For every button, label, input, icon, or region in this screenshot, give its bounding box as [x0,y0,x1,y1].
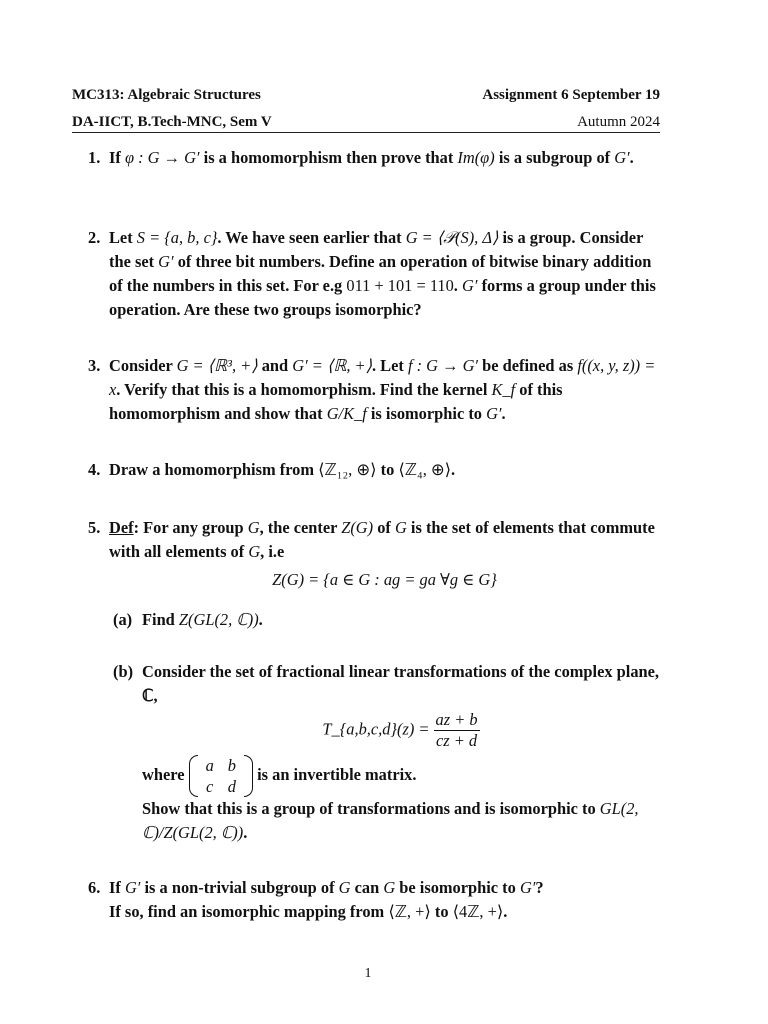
matrix-entry: a [205,756,214,775]
question-4 [88,458,660,482]
question-text: , i.e [260,542,285,561]
subquestion-label: (b) [113,662,134,681]
math-expression: G′ [158,252,174,271]
question-text: Find [142,610,175,629]
math-expression: G′ [519,878,536,897]
question-5 [88,516,660,592]
question-text: of [377,518,391,537]
question-text: If so, find an isomorphic mapping from [109,902,385,921]
question-text: where [142,764,185,784]
question-text: . [501,404,506,423]
question-text: Show that this is a group of transformations and is isomorphic to [142,799,596,818]
question-text: . [258,610,263,629]
question-text: . [453,276,458,295]
question-text: Draw a homomorphism from [109,460,315,479]
question-text: . Verify that this is a homomorphism. Find the kernel [116,380,488,399]
math-expression: G [394,518,407,537]
math-expression: ⟨ℤ, +⟩ [388,902,431,921]
question-6 [88,876,660,924]
question-5a [113,608,660,632]
math-expression: G′ [124,878,141,897]
question-text: , the center [259,518,338,537]
math-expression: G′ [462,276,478,295]
assignment-title: Assignment 6 September 19 [482,87,660,103]
question-text: and [261,356,289,375]
question-number: 5. [88,518,101,537]
question-text: forms a group under this operation. Are these two groups isomorphic? [109,276,656,319]
math-expression: G′ = ⟨ℝ, +⟩ [292,356,372,375]
question-text: . Let [371,356,404,375]
page-number: 1 [364,966,372,981]
matrix-entry: d [227,777,236,796]
question-text: is a subgroup of [498,148,611,167]
matrix-entry: b [227,756,236,775]
header-row-2 [72,114,660,131]
math-expression: ⟨ℤ₁₂, ⊕⟩ [318,460,377,479]
question-text: is the set of elements that commute with all elements of [109,518,655,561]
question-text: . [243,823,248,842]
matrix-entry: c [206,777,214,796]
math-expression: G′ [614,148,630,167]
question-number: 4. [88,460,101,479]
question-text: is a non-trivial subgroup of [144,878,335,897]
question-text: . [503,902,508,921]
question-text: . [629,148,634,167]
math-expression: G = ⟨𝒫(S), Δ⟩ [405,228,499,247]
question-5b [113,660,660,845]
question-text: Let [109,228,133,247]
subquestion-label: (a) [113,610,133,629]
math-expression: G = ⟨ℝ³, +⟩ [176,356,258,375]
question-text: : For any group [133,518,244,537]
math-expression: G [338,878,351,897]
question-number: 6. [88,878,101,897]
question-text: Consider [109,356,173,375]
transformation-equation [142,710,660,751]
matrix [189,755,253,797]
question-number: 2. [88,228,101,247]
math-expression: T_{a,b,c,d}(z) = [322,719,430,739]
math-expression: G [383,878,396,897]
question-text: ? [535,878,544,897]
math-expression: Z(GL(2, ℂ)) [178,610,259,629]
question-3 [88,354,660,426]
math-expression: G′ [486,404,502,423]
fraction [434,710,480,751]
question-text: If [109,148,121,167]
question-text: of three bit numbers. Define an operation of bitwise binary addition of the numbers in this set. For e.g [109,252,652,295]
math-expression: Im(φ) [457,148,495,167]
question-text: Consider the set of fractional linear transformations of the complex plane, ℂ, [142,662,660,705]
math-expression: S = {a, b, c} [136,228,218,247]
math-expression: Z(G) [341,518,374,537]
math-expression: G/K_f [326,404,367,423]
course-title: MC313: Algebraic Structures [72,87,261,103]
math-expression: 011 + 101 = 110 [346,276,454,295]
math-expression: ⟨4ℤ, +⟩ [452,902,504,921]
question-text: is a homomorphism then prove that [203,148,454,167]
question-2 [88,226,660,322]
math-expression: G [248,542,261,561]
question-number: 1. [88,148,101,167]
math-expression: GL(2, ℂ)/Z(GL(2, ℂ)) [142,799,639,842]
math-expression: ⟨ℤ₄, ⊕⟩ [398,460,452,479]
header-divider [72,132,660,133]
math-expression: K_f [491,380,516,399]
question-text: be isomorphic to [399,878,516,897]
math-expression: f : G → G′ [407,356,479,375]
question-number: 3. [88,356,101,375]
definition-label: Def [109,518,134,537]
question-text: is an invertible matrix. [257,764,417,784]
fraction-numerator: az + b [435,710,478,729]
question-text: . We have seen earlier that [217,228,402,247]
fraction-denominator: cz + d [436,731,478,750]
header-row-1 [72,87,660,104]
question-text: of this homomorphism and show that [109,380,563,423]
math-expression: f((x, y, z)) = x [109,356,656,399]
math-expression: G [247,518,260,537]
math-expression: φ : G → G′ [124,148,200,167]
matrix-line [142,755,660,797]
question-1 [88,146,660,170]
question-text: be defined as [482,356,574,375]
question-text: If [109,878,121,897]
question-text: can [354,878,380,897]
question-text: is a group. Consider the set [109,228,644,271]
institute-name: DA-IICT, B.Tech-MNC, Sem V [72,114,272,130]
question-text: is isomorphic to [370,404,482,423]
display-equation: Z(G) = {a ∈ G : ag = ga ∀g ∈ G} [272,570,497,589]
question-text: to [434,902,449,921]
question-text: . [451,460,456,479]
question-text: to [380,460,395,479]
term-label: Autumn 2024 [577,114,660,130]
